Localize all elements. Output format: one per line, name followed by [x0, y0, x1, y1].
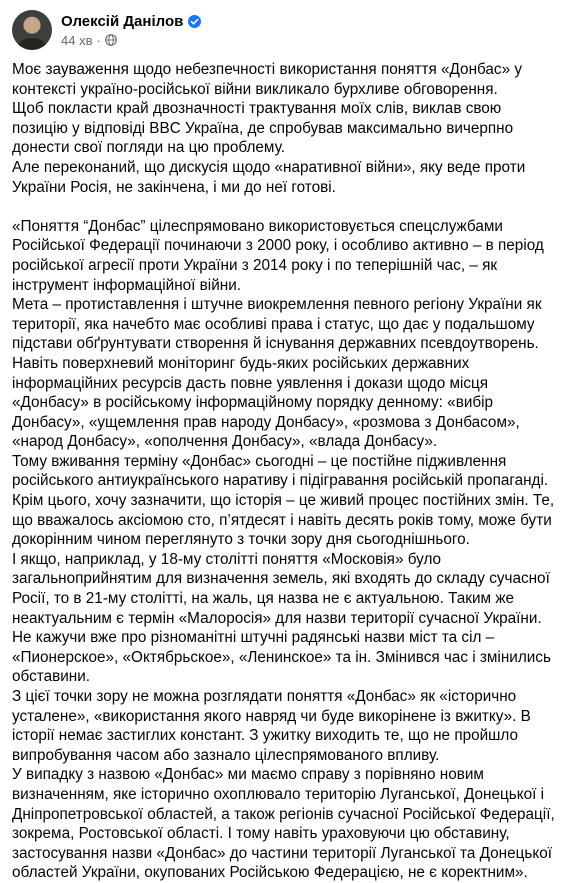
- post-paragraph: «Поняття “Донбас” цілеспрямовано використовується спецслужбами Російської Федерації починаючи з 2000 року, і особливо активно – в період російської агресії проти України з 2014 року і по теперішній час, – як інструмент інформаційної війни.: [12, 217, 544, 294]
- author-avatar[interactable]: [12, 10, 52, 50]
- paragraph-gap: [12, 197, 558, 217]
- globe-icon[interactable]: [105, 34, 117, 46]
- post-body: [12, 60, 558, 883]
- post-header: [12, 6, 558, 54]
- post-paragraph: Моє зауваження щодо небезпечності використання поняття «Донбас» у контексті україно-російської війни викликало бурхливе обговорення.: [12, 61, 522, 98]
- author-name[interactable]: Олексій Данілов: [61, 12, 184, 30]
- post-timestamp[interactable]: 44 хв: [61, 32, 93, 48]
- post-paragraph: З цієї точки зору не можна розглядати поняття «Донбас» як «історично усталене», «використання якого навряд чи буде викорінене із вжитку». В історії немає застиглих констант. З ужитку виходить те, що не пройшло випробування часом або зазнало цілеспрямованого впливу.: [12, 688, 531, 764]
- post-meta: [61, 33, 201, 48]
- verified-badge-icon: [188, 15, 201, 28]
- post-paragraph: Щоб покласти край двозначності трактування моїх слів, виклав свою позицію у відповіді BBC Україна, де спробував максимально вичерпно донести свої погляди на цю проблему.: [12, 100, 514, 157]
- post-paragraph: Крім цього, хочу зазначити, що історія – це живий процес постійних змін. Те, що вважалось аксіомою сто, п’ятдесят і навіть десять років тому, може бути докорінним чином переглянуто з точки зору дня сьогоднішнього.: [12, 492, 555, 549]
- post-paragraph: Але переконаний, що дискусія щодо «наративної війни», яку веде проти України Росія, не закінчена, і ми до неї готові.: [12, 158, 526, 196]
- post-paragraph: Тому вживання терміну «Донбас» сьогодні – це постійне підживлення російського антиукраїнського наративу і підігравання російській пропаганді.: [12, 452, 549, 490]
- post-paragraph: І якщо, наприклад, у 18-му столітті поняття «Московія» було загальноприйнятим для визначення земель, які входять до складу сучасної Росії, то в 21-му столітті, на жаль, ця назва не є актуальною. Таким же неактуальним є термін «Малоросія» для назви території сучасної України. Не кажучи вже про різноманітні штучні радянські назви міст та сіл – «Пионерское», «Октябрьское», «Ленинское» та ін. Змінився час і змінились обставини.: [12, 550, 551, 686]
- post-paragraph: Навіть поверхневий моніторинг будь-яких російських державних інформаційних ресурсів дасть повне уявлення і докази щодо місця «Донбасу» в російському інформаційному порядку денному: «вибір Донбасу», «ущемлення прав народу Донбасу», «розмова з Донбасом», «народ Донбасу», «ополчення Донбасу», «влада Донбасу».: [12, 354, 520, 451]
- post-paragraph: Мета – протиставлення і штучне виокремлення певного регіону України як території, яка начебто має особливі права і статус, що дає у подальшому підстави обґрунтувати створення й існування державних псевдоутворень.: [12, 296, 542, 353]
- meta-separator: ·: [96, 32, 101, 48]
- author-line: [61, 13, 201, 30]
- author-block: [61, 13, 201, 48]
- post-paragraph: У випадку з назвою «Донбас» ми маємо справу з порівняно новим визначенням, яке історично охоплювало територію Луганської, Донецької і Дніпропетровської областей, а також регіонів сучасної Російської Федерації, зокрема, Ростовської області. І тому навіть ураховуючи цю обставину, застосування назви «Донбас» до частини території Луганської та Донецької областей України, окупованих Російською Федерацією, не є коректним».: [12, 766, 555, 882]
